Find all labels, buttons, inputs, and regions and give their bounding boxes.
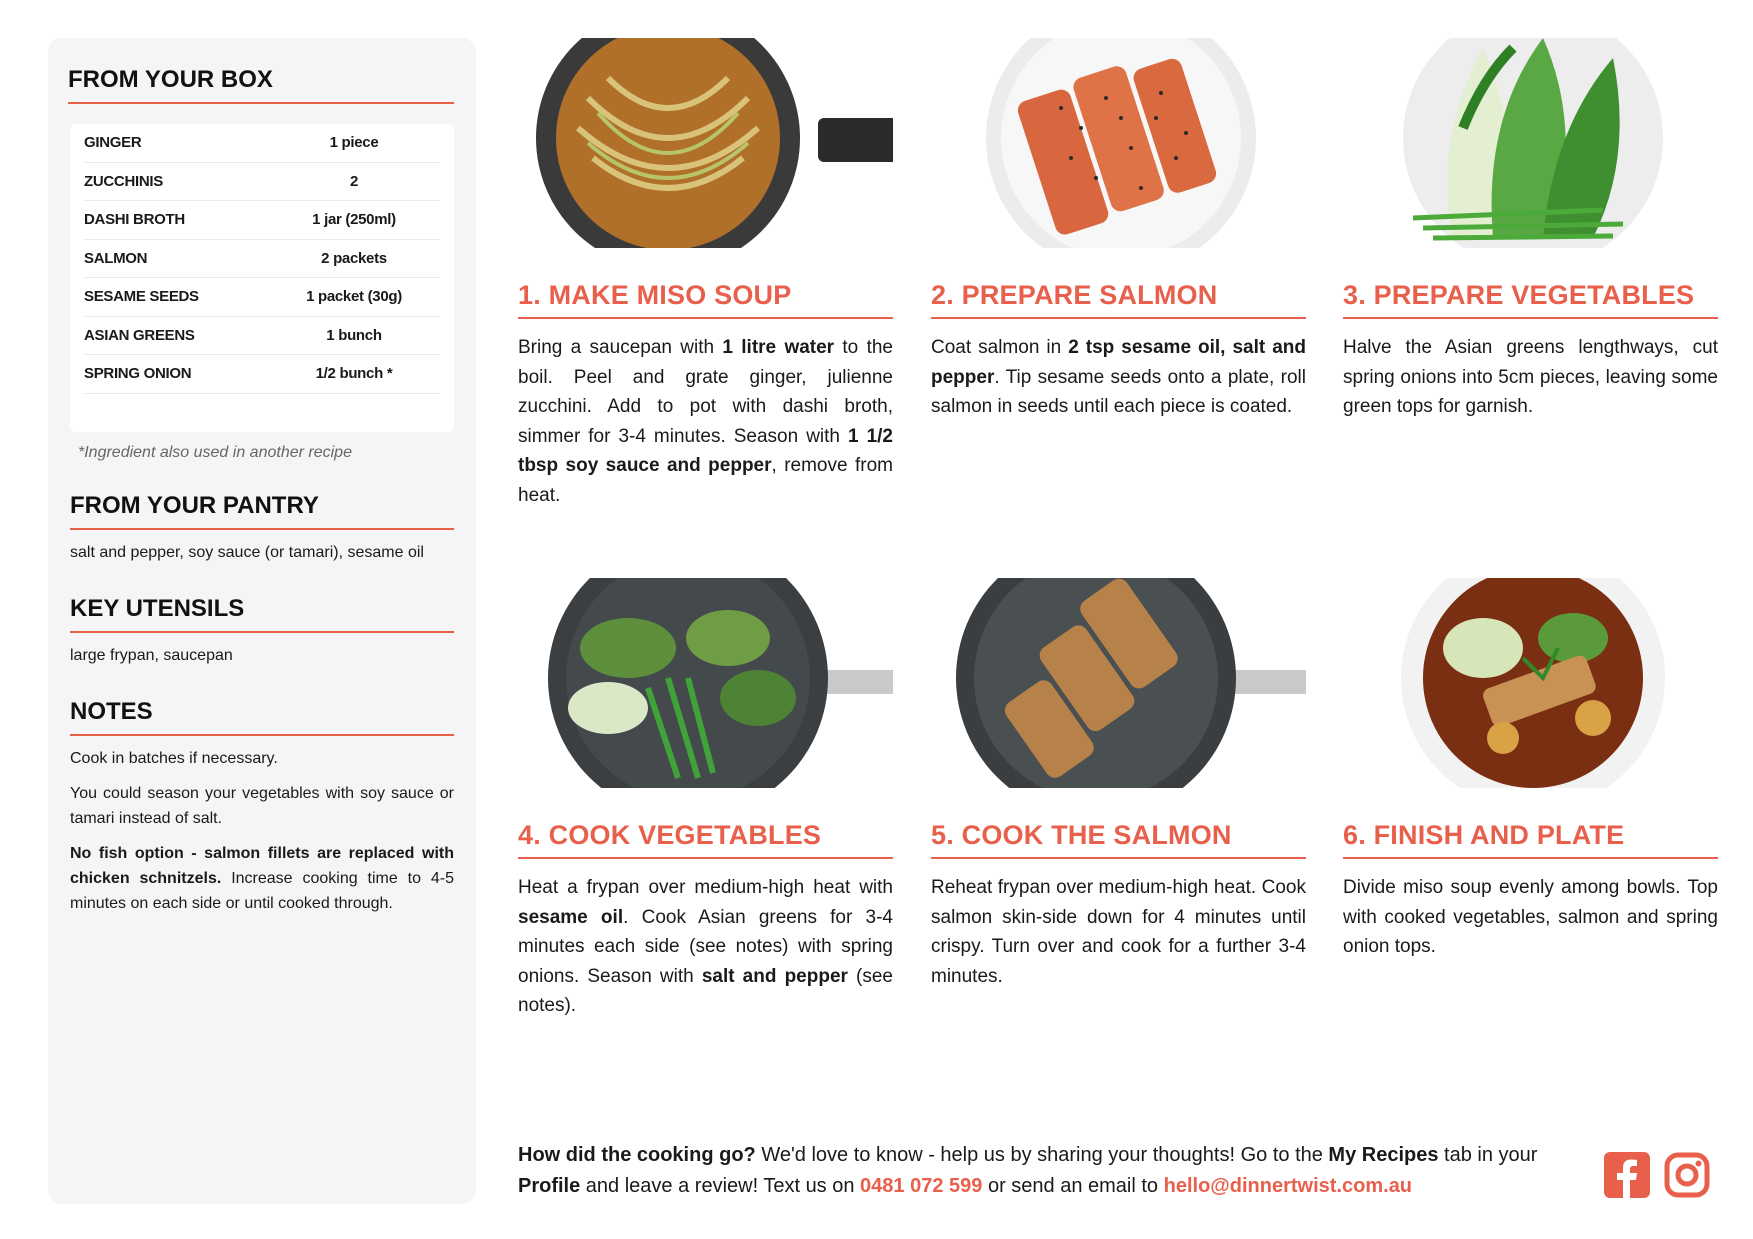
text-run: Divide miso soup evenly among bowls. Top with cooked vegetables, salmon and spring onion tops.: [1343, 877, 1718, 957]
ingredient-name: SESAME SEEDS: [84, 288, 199, 306]
ingredients-table: [70, 124, 454, 432]
text-run: to the boil. Peel and grate ginger, julienne zucchini. Add to pot with dashi broth, simmer for 3-4 minutes. Season with: [518, 337, 893, 447]
email-link[interactable]: hello@dinnertwist.com.au: [1163, 1175, 1413, 1197]
utensils-text: large frypan, saucepan: [70, 647, 233, 664]
box-title: FROM YOUR BOX: [68, 66, 454, 104]
step-text: [518, 333, 893, 510]
my-recipes-link[interactable]: My Recipes: [1328, 1144, 1439, 1166]
ingredient-qty: 1 packet (30g): [306, 288, 402, 306]
note-1: Cook in batches if necessary.: [70, 750, 278, 767]
pantry-title: FROM YOUR PANTRY: [70, 492, 454, 530]
text-bold: 1 litre water: [722, 337, 835, 358]
ingredient-qty: 1/2 bunch *: [315, 365, 393, 383]
step-text: [518, 873, 893, 1021]
utensils-title: KEY UTENSILS: [70, 595, 454, 633]
step-6: [1343, 578, 1718, 962]
ingredient-name: DASHI BROTH: [84, 211, 185, 229]
table-row: [84, 124, 440, 163]
table-row: [84, 355, 440, 394]
pantry-text: salt and pepper, soy sauce (or tamari), sesame oil: [70, 544, 424, 561]
text-run: Bring a saucepan with: [518, 337, 723, 358]
instagram-icon[interactable]: [1664, 1152, 1710, 1198]
text-run: , remove from heat.: [518, 455, 893, 506]
step-title: 2. PREPARE SALMON: [931, 280, 1306, 319]
text-run: Heat a frypan over medium-high heat with: [518, 877, 893, 898]
text-bold: 2 tsp sesame oil, salt and pepper: [931, 337, 1306, 388]
table-row-empty: [84, 394, 440, 432]
note-2: You could season your vegetables with soy sauce or tamari instead of salt.: [70, 785, 454, 827]
frypan-vegetables-image: [518, 578, 893, 788]
step-3: [1343, 38, 1718, 422]
text-run: We'd love to know - help us by sharing your thoughts! Go to the: [755, 1144, 1329, 1166]
feedback-question: How did the cooking go?: [518, 1144, 756, 1166]
facebook-icon[interactable]: [1604, 1152, 1650, 1198]
profile-link[interactable]: Profile: [518, 1175, 581, 1197]
text-bold: salt and pepper: [701, 965, 848, 987]
text-bold: sesame oil: [518, 906, 624, 928]
table-row: [84, 317, 440, 356]
text-run: tab in your: [1438, 1144, 1538, 1166]
table-row: [84, 240, 440, 279]
step-2: [931, 38, 1306, 422]
text-run: or send an email to: [982, 1175, 1164, 1197]
step-title: 6. FINISH AND PLATE: [1343, 820, 1718, 859]
step-text: [931, 873, 1306, 991]
text-run: and leave a review! Text us on: [580, 1175, 861, 1197]
notes-section: [70, 698, 454, 916]
step-1: [518, 38, 893, 510]
table-row: [84, 201, 440, 240]
salmon-plate-image: [931, 38, 1306, 248]
text-run: Coat salmon in: [931, 337, 1069, 358]
text-run: (see notes).: [518, 965, 893, 1016]
table-row: [84, 278, 440, 317]
ingredient-name: ZUCCHINIS: [84, 172, 163, 190]
step-text: [1343, 873, 1718, 962]
text-run: . Tip sesame seeds onto a plate, roll salmon in seeds until each piece is coated.: [931, 366, 1306, 417]
ingredient-qty: 1 piece: [329, 134, 379, 152]
step-text: [931, 333, 1306, 422]
footnote: *Ingredient also used in another recipe: [78, 444, 352, 461]
ingredient-qty: 2 packets: [321, 249, 387, 267]
ingredient-qty: 1 bunch: [326, 326, 382, 344]
step-5: [931, 578, 1306, 991]
finished-bowl-image: [1343, 578, 1718, 788]
notes-title: NOTES: [70, 698, 454, 736]
feedback-footer: [518, 1140, 1578, 1202]
note-3: [70, 841, 454, 916]
miso-soup-pot-image: [518, 38, 893, 248]
note-3-bold: No fish option - salmon fillets are replaced with chicken schnitzels.: [70, 845, 454, 887]
table-row: [84, 163, 440, 202]
text-run: . Cook Asian greens for 3-4 minutes each side (see notes) with spring onions. Season with: [518, 906, 893, 987]
step-title: 4. COOK VEGETABLES: [518, 820, 893, 859]
ingredient-name: GINGER: [84, 134, 142, 152]
ingredient-qty: 2: [349, 172, 359, 190]
step-text: [1343, 333, 1718, 422]
pantry-section: [70, 492, 454, 565]
phone-link[interactable]: 0481 072 599: [860, 1175, 983, 1197]
step-4: [518, 578, 893, 1021]
ingredient-name: SALMON: [84, 249, 148, 267]
step-title: 1. MAKE MISO SOUP: [518, 280, 893, 319]
text-run: Reheat frypan over medium-high heat. Cook salmon skin-side down for 4 minutes until crispy. Turn over and cook for a further 3-4 minutes.: [931, 877, 1306, 987]
vegetables-image: [1343, 38, 1718, 248]
ingredients-panel: [48, 38, 476, 1204]
ingredient-name: SPRING ONION: [84, 365, 192, 383]
note-3-rest: Increase cooking time to 4-5 minutes on each side or until cooked through.: [70, 870, 454, 912]
text-run: Halve the Asian greens lengthways, cut spring onions into 5cm pieces, leaving some green tops for garnish.: [1343, 337, 1718, 417]
text-bold: 1 1/2 tbsp soy sauce and pepper: [518, 425, 893, 476]
ingredient-name: ASIAN GREENS: [84, 326, 195, 344]
frypan-salmon-image: [931, 578, 1306, 788]
step-title: 5. COOK THE SALMON: [931, 820, 1306, 859]
ingredient-qty: 1 jar (250ml): [312, 211, 396, 229]
utensils-section: [70, 595, 454, 668]
step-title: 3. PREPARE VEGETABLES: [1343, 280, 1718, 319]
